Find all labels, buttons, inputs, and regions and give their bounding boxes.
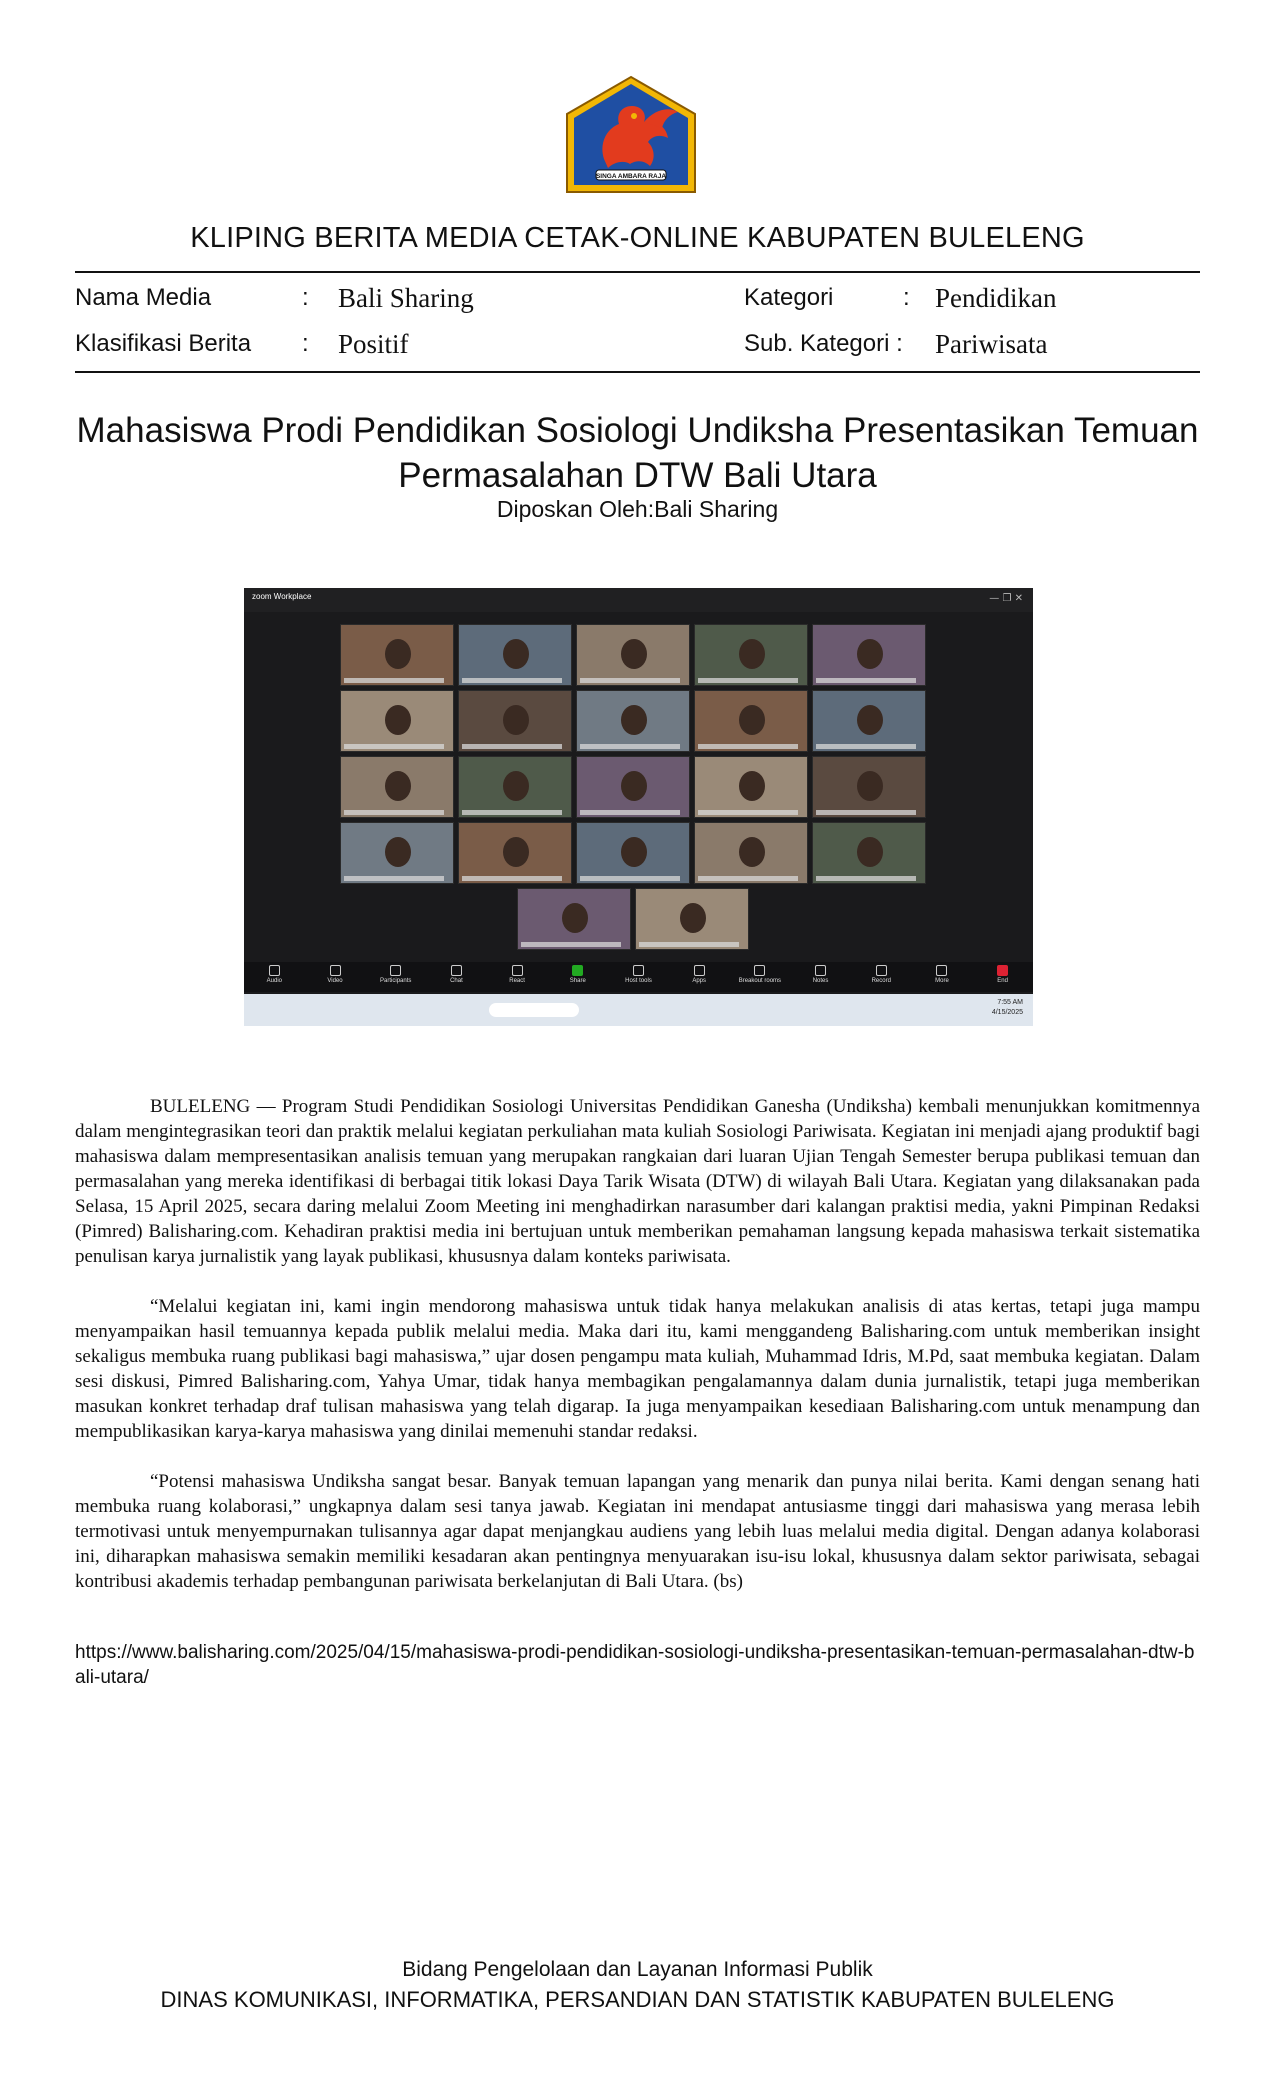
motto-text: SINGA AMBARA RAJA [595,173,667,180]
media-label: Nama Media [75,284,212,311]
participant-tile [576,822,690,884]
zoom-control-bar [244,962,1033,992]
zoom-control-more: More [912,965,973,985]
zoom-control-notes: Notes [790,965,851,985]
participant-name-bar [580,678,680,683]
subkategori-value: Pariwisata [935,329,1048,359]
participant-name-bar [580,876,680,881]
participant-avatar [739,771,765,801]
article-paragraph: “Melalui kegiatan ini, kami ingin mendorong mahasiswa untuk tidak hanya melakukan analisis di atas kertas, tetapi juga mampu menyampaikan hasil temuannya kepada publik melalui media. Maka dari itu, kami menggandeng Balisharing.com untuk memberikan insight sekaligus membuka ruang publikasi bagi mahasiswa,” ujar dosen pengampu mata kuliah, Muhammad Idris, M.Pd, saat membuka kegiatan. Dalam sesi diskusi, Pimred Balisharing.com, Yahya Umar, tidak hanya membagikan pengalamannya dalam dunia jurnalistik, tetapi juga memberikan masukan konkret terhadap draf tulisan mahasiswa yang telah digarap. Ia juga menyampaikan kesediaan Balisharing.com untuk menampung dan mempublikasikan karya-karya mahasiswa yang dinilai memenuhi standar redaksi. [75,1296,1200,1442]
zoom-control-icon [815,965,826,976]
footer-department: Bidang Pengelolaan dan Layanan Informasi Publik [402,1958,873,1981]
headline-line-2: Permasalahan DTW Bali Utara [398,456,877,495]
participant-tile [340,690,454,752]
participant-avatar [739,837,765,867]
participant-avatar [503,837,529,867]
article-paragraph: “Potensi mahasiswa Undiksha sangat besar. Banyak temuan lapangan yang menarik dan punya nilai berita. Kami dengan senang hati membuka ruang kolaborasi,” ungkapnya dalam sesi tanya jawab. Kegiatan ini mendapat antusiasme tinggi dari mahasiswa yang merasa lebih termotivasi untuk menyempurnakan tulisannya agar dapat menjangkau audiens yang lebih luas melalui media digital. Dengan adanya kolaborasi ini, diharapkan mahasiswa semakin memiliki kesadaran akan pentingnya menyuarakan isu-isu lokal, khususnya dalam sektor pariwisata, sebagai kontribusi akademis terhadap pembangunan pariwisata berkelanjutan di Bali Utara. (bs) [75,1471,1200,1592]
window-controls-icon: — ❐ ✕ [989,593,1023,604]
participant-tile [576,756,690,818]
participant-name-bar [462,744,562,749]
zoom-control-icon [936,965,947,976]
participant-name-bar [344,810,444,815]
zoom-control-apps: Apps [669,965,730,985]
article-body [75,1094,1200,1619]
participant-name-bar [698,876,798,881]
zoom-control-icon [390,965,401,976]
participant-tile [576,624,690,686]
headline-line-1: Mahasiswa Prodi Pendidikan Sosiologi Undiksha Presentasikan Temuan [76,411,1199,450]
participant-name-bar [344,876,444,881]
windows-taskbar [244,994,1033,1026]
participant-tile [517,888,631,950]
zoom-control-icon [876,965,887,976]
participant-avatar [503,705,529,735]
divider-bottom [75,371,1200,373]
participant-name-bar [462,810,562,815]
zoom-control-react: React [487,965,548,985]
participant-avatar [503,639,529,669]
kategori-colon: : [903,284,910,311]
participant-tile [458,756,572,818]
zoom-control-participants: Participants [365,965,426,985]
zoom-control-icon [997,965,1008,976]
participant-name-bar [698,678,798,683]
participant-tile [576,690,690,752]
taskbar-time: 7:55 AM [997,999,1023,1006]
participant-avatar [739,639,765,669]
zoom-control-audio: Audio [244,965,305,985]
taskbar-clock [992,998,1023,1018]
zoom-control-icon [269,965,280,976]
kategori-value: Pendidikan [935,283,1057,313]
participant-tile [694,822,808,884]
zoom-control-breakout-rooms: Breakout rooms [730,965,791,985]
participant-name-bar [816,678,916,683]
kategori-label: Kategori [744,284,834,311]
participant-avatar [857,837,883,867]
document-title: KLIPING BERITA MEDIA CETAK-ONLINE KABUPATEN BULELENG [190,222,1085,254]
participant-avatar [385,771,411,801]
zoom-meeting-photo [244,588,1033,1026]
klasifikasi-label: Klasifikasi Berita [75,330,252,357]
participant-avatar [385,705,411,735]
participant-name-bar [344,678,444,683]
participant-avatar [857,771,883,801]
participant-avatar [621,639,647,669]
participant-avatar [385,639,411,669]
zoom-control-icon [512,965,523,976]
participant-avatar [621,771,647,801]
zoom-app-title: zoom Workplace [252,592,312,601]
participant-tile [694,624,808,686]
participant-avatar [385,837,411,867]
zoom-control-host-tools: Host tools [608,965,669,985]
participant-avatar [857,705,883,735]
zoom-control-record: Record [851,965,912,985]
participant-name-bar [816,744,916,749]
article-byline: Diposkan Oleh:Bali Sharing [496,496,779,522]
participant-grid [340,624,930,952]
participant-name-bar [462,876,562,881]
subkategori-label: Sub. Kategori : [744,330,903,357]
participant-name-bar [580,744,680,749]
media-colon: : [302,284,309,311]
taskbar-search-icon [489,1003,579,1017]
zoom-control-icon [451,965,462,976]
participant-name-bar [344,744,444,749]
participant-name-bar [521,942,621,947]
media-value: Bali Sharing [338,283,474,313]
zoom-titlebar [244,588,1033,612]
divider-top [75,271,1200,273]
participant-tile [458,624,572,686]
singa-ambara-raja-logo [564,74,698,200]
zoom-control-icon [694,965,705,976]
zoom-control-end: End [972,965,1033,985]
footer-agency: DINAS KOMUNIKASI, INFORMATIKA, PERSANDIAN DAN STATISTIK KABUPATEN BULELENG [160,1987,1115,2012]
participant-tile [340,756,454,818]
participant-avatar [562,903,588,933]
participant-avatar [621,705,647,735]
participant-name-bar [698,744,798,749]
participant-name-bar [816,810,916,815]
participant-avatar [857,639,883,669]
participant-tile [812,756,926,818]
zoom-control-share: Share [547,965,608,985]
zoom-control-icon [754,965,765,976]
article-headline [75,408,1200,498]
zoom-control-icon [330,965,341,976]
participant-tile [458,690,572,752]
article-paragraph: BULELENG — Program Studi Pendidikan Sosiologi Universitas Pendidikan Ganesha (Undiksha) kembali menunjukkan komitmennya dalam mengintegrasikan teori dan praktik melalui kegiatan perkuliahan mata kuliah Sosiologi Pariwisata. Kegiatan ini menjadi ajang produktif bagi mahasiswa dalam mempresentasikan analisis temuan yang merupakan rangkaian dari luaran Ujian Tengah Semester berupa publikasi temuan dan permasalahan yang mereka identifikasi di berbagai titik lokasi Daya Tarik Wisata (DTW) di wilayah Bali Utara. Kegiatan yang dilaksanakan pada Selasa, 15 April 2025, secara daring melalui Zoom Meeting ini menghadirkan narasumber dari kalangan praktisi media, yakni Pimpinan Redaksi (Pimred) Balisharing.com. Kehadiran praktisi media ini bertujuan untuk memberikan pemahaman langsung kepada mahasiswa terkait sistematika penulisan karya jurnalistik yang layak publikasi, khususnya dalam konteks pariwisata. [75,1096,1200,1267]
taskbar-date: 4/15/2025 [991,1009,1023,1016]
participant-avatar [739,705,765,735]
participant-tile [812,822,926,884]
zoom-control-video: Video [305,965,366,985]
participant-name-bar [462,678,562,683]
klasifikasi-value: Positif [338,329,409,359]
participant-name-bar [698,810,798,815]
participant-tile [340,624,454,686]
participant-avatar [680,903,706,933]
participant-tile [340,822,454,884]
zoom-control-chat: Chat [426,965,487,985]
zoom-control-icon [633,965,644,976]
participant-tile [694,690,808,752]
participant-name-bar [639,942,739,947]
klasifikasi-colon: : [302,330,309,357]
participant-tile [458,822,572,884]
participant-tile [694,756,808,818]
participant-name-bar [816,876,916,881]
participant-avatar [503,771,529,801]
source-url[interactable]: https://www.balisharing.com/2025/04/15/mahasiswa-prodi-pendidikan-sosiologi-undiksha-presentasikan-temuan-permasalahan-dtw-bali-utara/ [75,1642,1195,1688]
participant-avatar [621,837,647,867]
participant-tile [635,888,749,950]
participant-name-bar [580,810,680,815]
participant-tile [812,624,926,686]
participant-tile [812,690,926,752]
zoom-control-icon [572,965,583,976]
